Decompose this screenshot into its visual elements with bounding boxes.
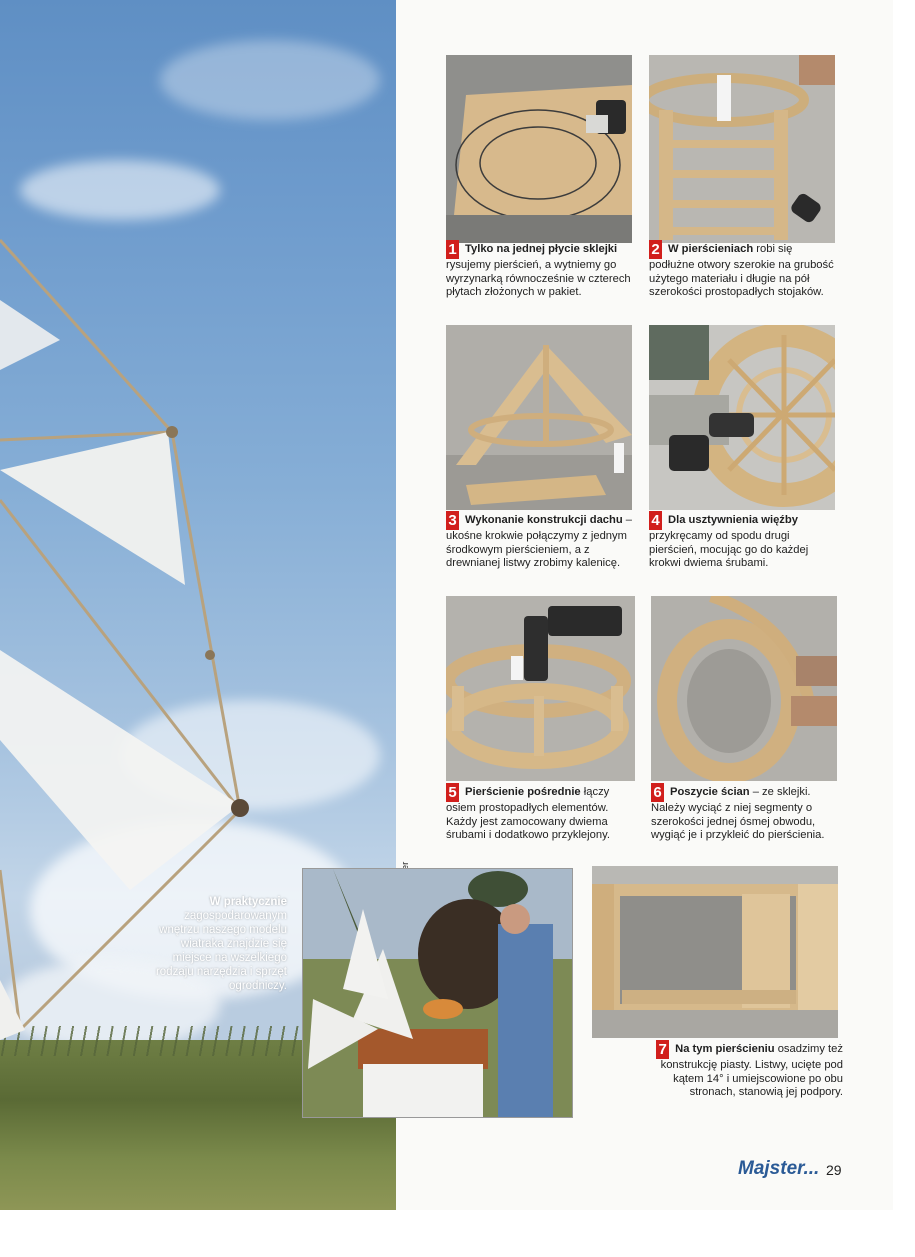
step2-photo — [649, 55, 835, 243]
step7-photo — [592, 866, 838, 1038]
step7-text — [653, 1040, 843, 1100]
step1-body: rysujemy pierścień, a wytniemy go wyrzynarką równocześnie w czterech płytach złożonych w pakiet. — [446, 259, 631, 299]
step1-badge: 1 — [446, 240, 459, 259]
step4-badge: 4 — [649, 511, 662, 530]
magazine-brand: Majster... — [738, 1158, 820, 1179]
step5-title: Pierścienie pośrednie — [465, 786, 581, 798]
step5-text — [446, 783, 638, 843]
step5-badge: 5 — [446, 783, 459, 802]
step4-body: przykręcamy od spodu drugi pierścień, mocując go do każdej krokwi dwiema śrubami. — [649, 530, 809, 570]
step1-title: Tylko na jednej płycie sklejki — [465, 243, 618, 255]
step1-photo — [446, 55, 632, 243]
step4-photo — [649, 325, 835, 510]
step2-badge: 2 — [649, 240, 662, 259]
step2-text — [649, 240, 839, 300]
step7-body: osadzimy też konstrukcję piasty. Listwy, ucięte pod kątem 14° i umiejscowione po obu stronach, stanowią jej podpory. — [660, 1043, 843, 1099]
hero-caption-text: zagospodarowanym wnętrzu naszego modelu wiatraka znajdzie się miejsce na wszelkiego rodzaju narzędzia i sprzęt ogrodniczy. — [155, 910, 287, 992]
page-number: 29 — [826, 1162, 842, 1178]
hero-caption-bold: W praktycznie — [209, 896, 287, 908]
step6-body: – ze sklejki. Należy wyciąć z niej segmenty o szerokości jednej ósmej obwodu, wygiąć je i przykleić do pierścienia. — [651, 786, 825, 842]
step3-photo — [446, 325, 632, 510]
step6-photo — [651, 596, 837, 781]
step3-badge: 3 — [446, 511, 459, 530]
step7-badge: 7 — [656, 1040, 669, 1059]
garden-windmill-photo — [302, 868, 573, 1118]
step7-title: Na tym pierścieniu — [675, 1043, 775, 1055]
step5-body: łączy osiem prostopadłych elementów. Każdy jest zamocowany dwiema śrubami i dodatkowo przyklejony. — [446, 786, 610, 842]
step6-title: Poszycie ścian — [670, 786, 750, 798]
step1-text — [446, 240, 632, 300]
step3-text — [446, 511, 636, 571]
step6-text — [651, 783, 841, 843]
step3-title: Wykonanie konstrukcji dachu — [465, 514, 623, 526]
step2-body: robi się podłużne otwory szerokie na grubość użytego materiału i długie na pół szerokości prostopadłych stojaków. — [649, 243, 834, 299]
step2-title: W pierścieniach — [668, 243, 754, 255]
step5-photo — [446, 596, 635, 781]
step3-body: – ukośne krokwie połączymy z jednym środkowym pierścieniem, a z drewnianej listwy zrobimy kalenicę. — [446, 514, 633, 570]
step4-title: Dla usztywnienia więźby — [668, 514, 798, 526]
step6-badge: 6 — [651, 783, 664, 802]
hero-caption — [150, 895, 287, 993]
step4-text — [649, 511, 839, 571]
